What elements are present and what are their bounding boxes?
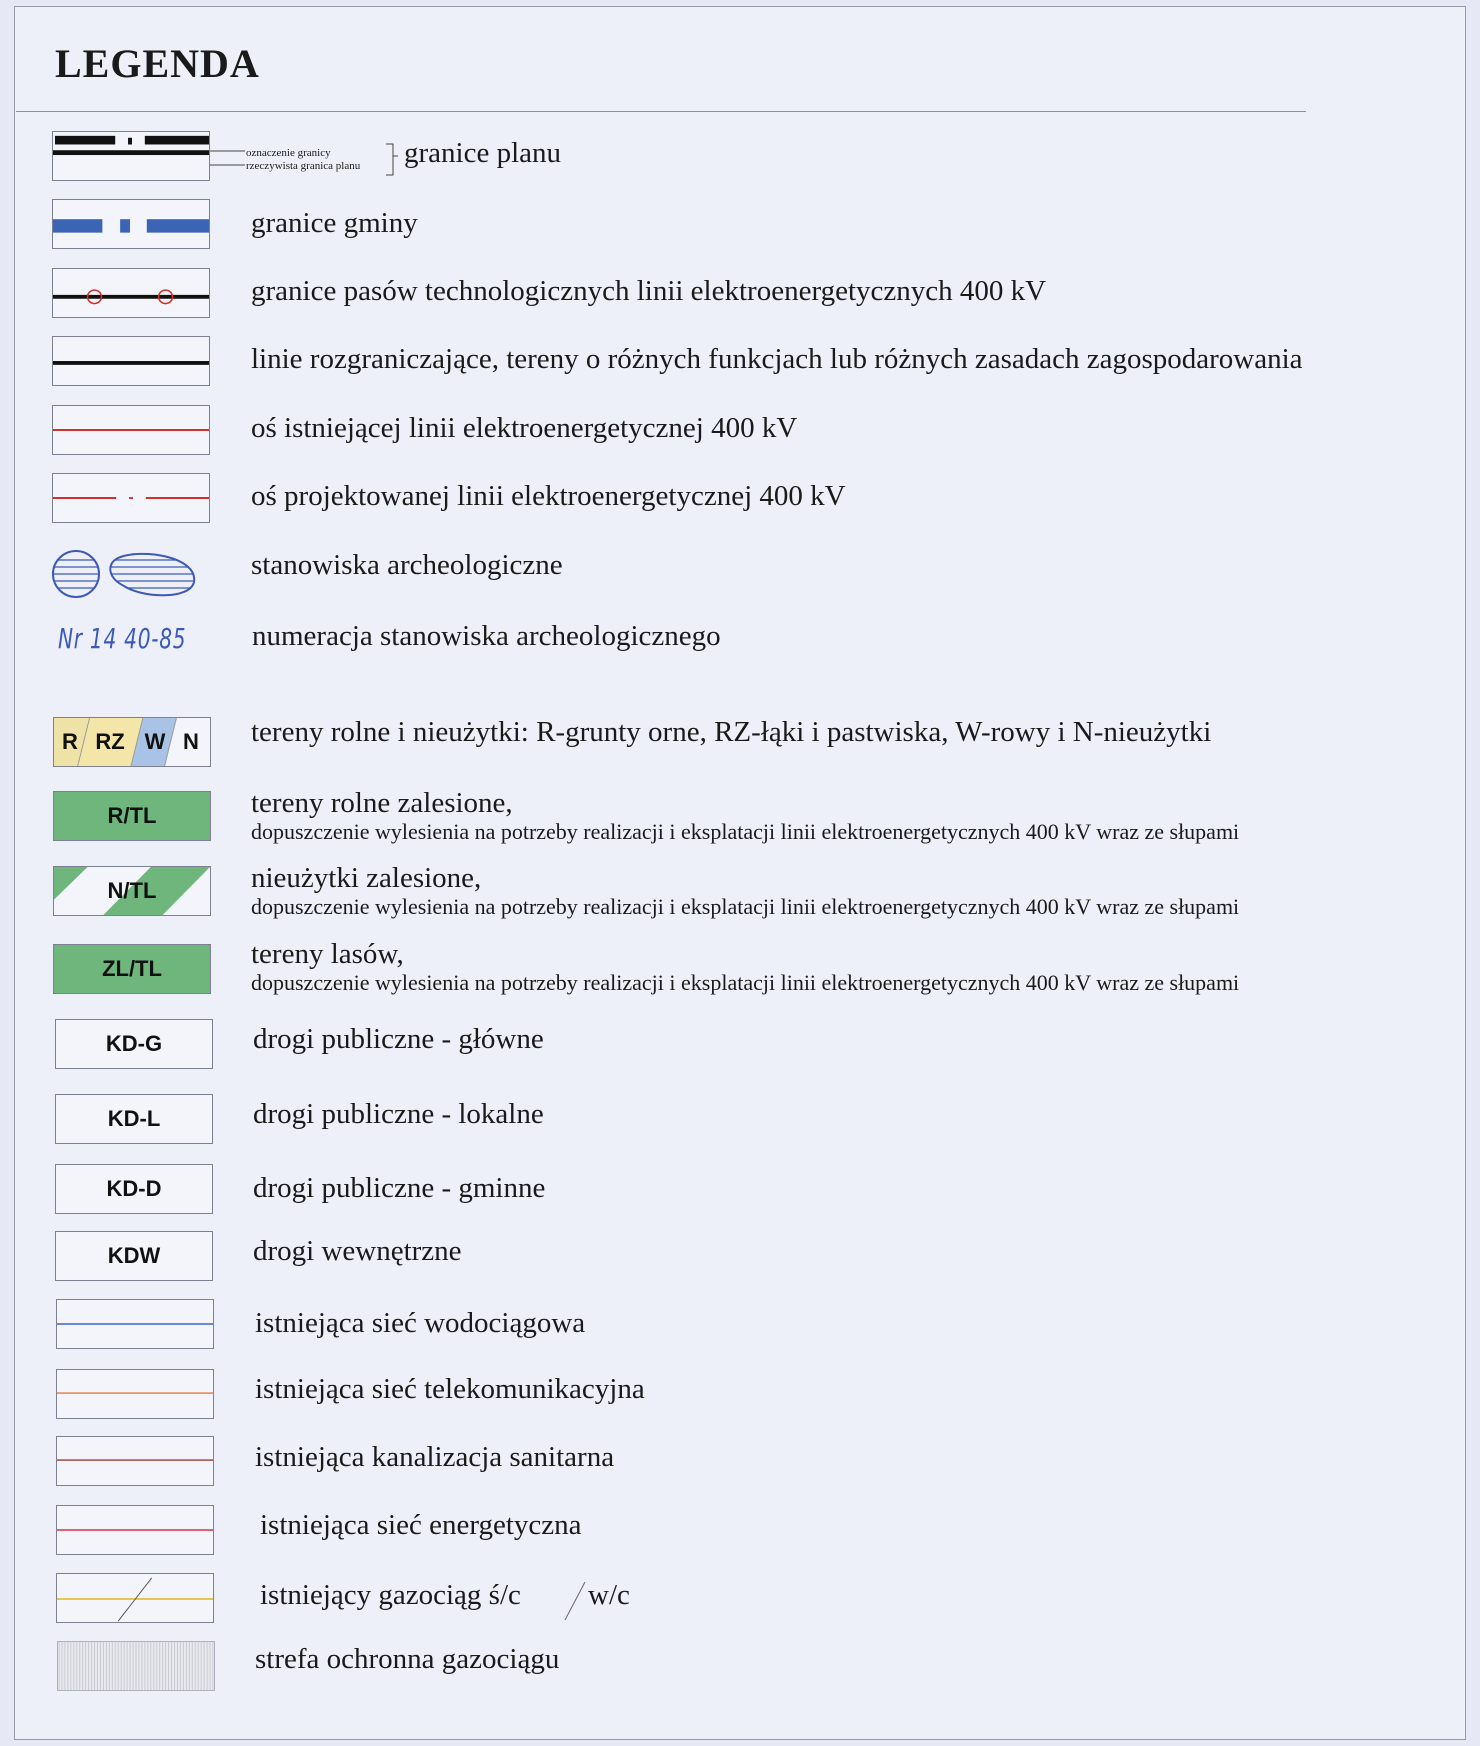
zltl-label: tereny lasów, <box>251 938 404 970</box>
gas-pipeline-symbol <box>56 1573 214 1623</box>
zltl-symbol <box>53 944 211 994</box>
zltl-note: dopuszczenie wylesienia na potrzeby realizacji i eksplatacji linii elektroenergetycznych 400 kV wraz ze słupami <box>251 970 1240 995</box>
telecom-network-label: istniejąca sieć telekomunikacyjna <box>255 1373 645 1405</box>
code-kdg: KD-G <box>105 1031 163 1056</box>
existing-powerline-axis-label: oś istniejącej linii elektroenergetycznej 400 kV <box>251 412 798 444</box>
legend-title: LEGENDA <box>55 41 260 86</box>
gmina-boundary-symbol <box>52 199 210 249</box>
kdl-symbol <box>55 1094 213 1144</box>
water-network-symbol <box>56 1299 214 1349</box>
planned-powerline-axis-label: oś projektowanej linii elektroenergetycznej 400 kV <box>251 480 846 512</box>
gas-pipeline-label-a: istniejący gazociąg ś/c <box>260 1579 521 1611</box>
energy-network-symbol <box>56 1505 214 1555</box>
dividing-line-symbol <box>52 336 210 386</box>
archaeological-site-icon <box>50 548 200 600</box>
gas-pipeline-label-b: w/c <box>588 1579 630 1611</box>
gas-pipeline-slash <box>563 1580 587 1622</box>
kdg-label: drogi publiczne - główne <box>253 1023 544 1055</box>
sewer-network-symbol <box>56 1436 214 1486</box>
code-r: R <box>62 729 78 754</box>
kdw-label: drogi wewnętrzne <box>253 1235 462 1267</box>
kdl-label: drogi publiczne - lokalne <box>253 1098 544 1130</box>
gas-protection-zone-symbol <box>57 1641 215 1691</box>
kdd-label: drogi publiczne - gminne <box>253 1172 546 1204</box>
existing-powerline-axis-symbol <box>52 405 210 455</box>
archaeological-site-label: stanowiska archeologiczne <box>251 549 563 581</box>
gas-protection-zone-label: strefa ochronna gazociągu <box>255 1643 560 1675</box>
code-n: N <box>183 729 199 754</box>
code-rz: RZ <box>95 729 125 754</box>
water-network-label: istniejąca sieć wodociągowa <box>255 1307 586 1339</box>
tech-strip-label: granice pasów technologicznych linii elektroenergetycznych 400 kV <box>251 275 1047 307</box>
dividing-line-label: linie rozgraniczające, tereny o różnych funkcjach lub różnych zasadach zagospodarowania <box>251 343 1303 375</box>
legend-sheet <box>14 6 1466 1740</box>
ntl-symbol <box>53 866 211 916</box>
rtl-symbol <box>53 791 211 841</box>
code-w: W <box>144 729 166 754</box>
code-kdw: KDW <box>107 1243 161 1268</box>
planned-powerline-axis-symbol <box>52 473 210 523</box>
code-kdd: KD-D <box>106 1176 162 1201</box>
plan-boundary-sublabel-2: rzeczywista granica planu <box>246 160 361 172</box>
title-divider <box>16 111 1306 112</box>
code-rtl: R/TL <box>107 803 157 828</box>
gmina-boundary-label: granice gminy <box>251 207 418 239</box>
plan-boundary-sublabel-1: oznaczenie granicy <box>246 147 331 159</box>
archaeological-number-sample: Nr 14 40-85 <box>58 622 187 655</box>
rtl-note: dopuszczenie wylesienia na potrzeby realizacji i eksplatacji linii elektroenergetycznych 400 kV wraz ze słupami <box>251 819 1240 844</box>
rtl-label: tereny rolne zalesione, <box>251 787 513 819</box>
ntl-note: dopuszczenie wylesienia na potrzeby realizacji i eksplatacji linii elektroenergetycznych 400 kV wraz ze słupami <box>251 894 1240 919</box>
plan-boundary-label: granice planu <box>404 137 562 169</box>
archaeological-number-label: numeracja stanowiska archeologicznego <box>252 620 721 652</box>
tech-strip-symbol <box>52 268 210 318</box>
code-kdl: KD-L <box>107 1106 161 1131</box>
kdd-symbol <box>55 1164 213 1214</box>
code-zltl: ZL/TL <box>102 956 162 981</box>
agricultural-land-symbol <box>53 717 211 767</box>
code-ntl: N/TL <box>107 878 157 903</box>
kdw-symbol <box>55 1231 213 1281</box>
telecom-network-symbol <box>56 1369 214 1419</box>
plan-boundary-symbol <box>52 131 210 181</box>
ntl-label: nieużytki zalesione, <box>251 862 482 894</box>
energy-network-label: istniejąca sieć energetyczna <box>260 1509 582 1541</box>
agricultural-land-label: tereny rolne i nieużytki: R-grunty orne, RZ-łąki i pastwiska, W-rowy i N-nieużytki <box>251 716 1212 748</box>
kdg-symbol <box>55 1019 213 1069</box>
sewer-network-label: istniejąca kanalizacja sanitarna <box>255 1441 615 1473</box>
